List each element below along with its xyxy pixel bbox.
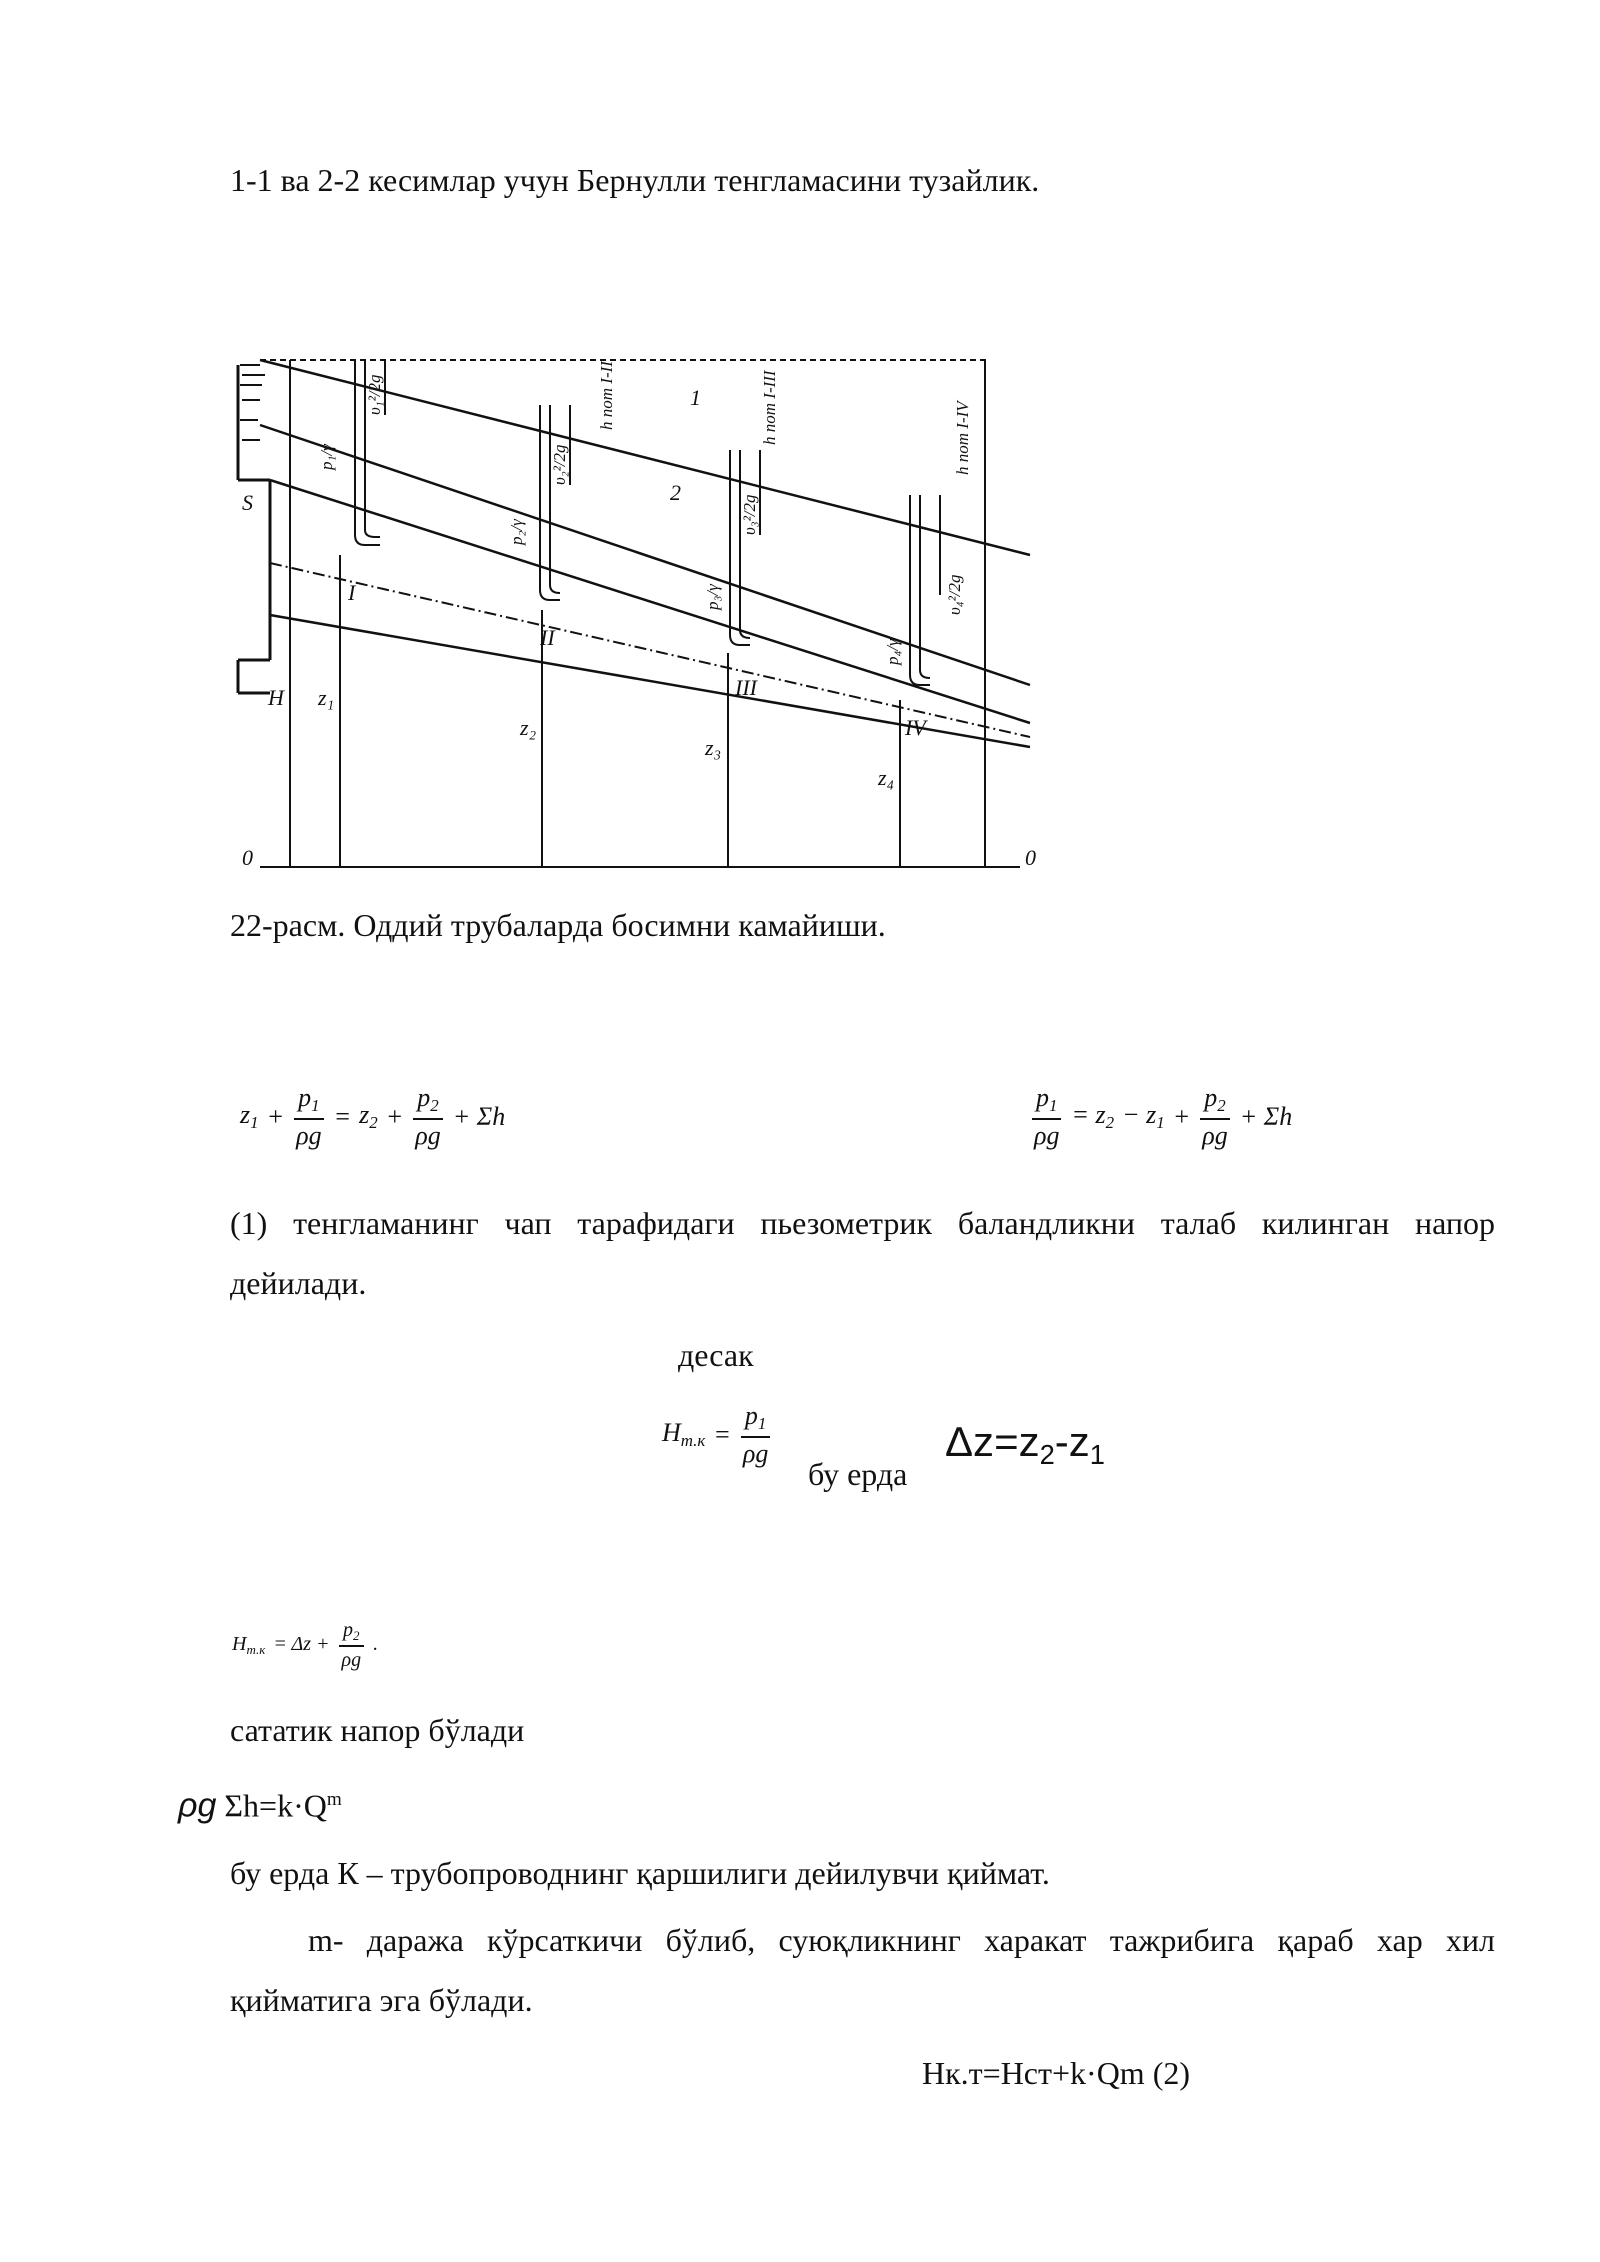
pipe-axis (270, 563, 1030, 737)
label-line-1: 1 (690, 385, 701, 410)
desak-text: десак (678, 1337, 754, 1373)
label-sec-II: II (540, 625, 555, 650)
label-sec-IV: IV (905, 715, 926, 740)
label-sec-I: I (348, 580, 356, 605)
p1-over-rhog-2: $\frac{p_1}{\rho g}$ (1034, 1083, 1060, 1150)
bernoulli-equation: $z_1$ + $\frac{p_1}{\rho g}$ = $z_2$ + $\frac{p_2}{\rho g}$ + Σh (240, 1083, 506, 1150)
pressure-drop-figure (230, 345, 1060, 895)
static-head-equation: $H_{т.к}$ = Δz + $\frac{p_2}{\rho g}$ . (232, 1619, 379, 1671)
bu-erda-text: бу ерда (808, 1456, 908, 1492)
m-definition: m- даража кўрсаткичи бўлиб, суюқликнинг харакат тажрибига қараб хар хил қийматига эга бўлади. (230, 1922, 1495, 2018)
p2-over-rhog-4: $\frac{p_2}{\rho g}$ (338, 1620, 366, 1670)
label-S: S (242, 490, 253, 515)
label-h13: h пот I-III (760, 370, 779, 445)
k-definition: бу ерда К – трубопроводнинг қаршилиги дейилувчи қиймат. (230, 1855, 1050, 1891)
p1-over-rhog-3: $\frac{p_1}{\rho g}$ (742, 1401, 769, 1468)
delta-z-equation: $\Delta z=z_2-z_1$ (945, 1418, 1105, 1471)
sum-losses-equation: ρg $\Sigma h=k\cdot Q^m$ (178, 1786, 342, 1825)
final-equation: Нк.т=Нст+k·Qm (2) (922, 2055, 1190, 2091)
label-line-2: 2 (670, 480, 681, 505)
label-zero-left: 0 (242, 845, 253, 870)
label-sec-III: III (735, 675, 757, 700)
label-p2: p₂/γ (507, 519, 526, 545)
figure-caption: 22-расм. Оддий трубаларда босимни камайиши. (230, 907, 886, 943)
piezometric-line-2 (260, 425, 1030, 685)
paragraph-required-head: (1) тенгламанинг чап тарафидаги пьезометрик баландликни талаб килинган напор дейилади. (230, 1205, 1495, 1301)
intro-text: 1-1 ва 2-2 кесимлар учун Бернулли тенгламасини тузайлик. (230, 162, 1040, 198)
label-p4: p₄/γ (883, 639, 902, 665)
label-v1: υ₁²/2g (365, 374, 384, 415)
label-v4: υ₄²/2g (945, 574, 964, 615)
static-head-text: сататик напор бўлади (230, 1712, 525, 1748)
label-z2: z₂ (520, 715, 537, 740)
label-H: H (268, 685, 284, 710)
p2-over-rhog-2: $\frac{p_2}{\rho g}$ (1202, 1083, 1228, 1150)
label-z4: z₄ (878, 765, 895, 790)
label-v3: υ₃²/2g (740, 494, 759, 535)
p1-over-rhog: $\frac{p_1}{\rho g}$ (296, 1083, 322, 1150)
label-z3: z₃ (705, 735, 722, 760)
label-h14: h пот I-IV (953, 401, 972, 475)
label-h12: h пот I-II (597, 361, 616, 430)
pipe-top-wall (270, 480, 1030, 723)
label-zero-right: 0 (1025, 845, 1036, 870)
required-head-equation: $\frac{p_1}{\rho g}$ = $z_2$ − $z_1$ + $\frac{p_2}{\rho g}$ + Σh (1030, 1085, 1292, 1149)
label-p3: p₃/γ (703, 584, 722, 610)
label-v2: υ₂²/2g (550, 444, 569, 485)
label-z1: z₁ (318, 685, 335, 710)
label-p1: p₁/γ (317, 444, 336, 470)
pipeline-diagram (230, 345, 1060, 895)
head-equation: $H_{т.к}$ = $\frac{p_1}{\rho g}$ (662, 1403, 772, 1467)
p2-over-rhog: $\frac{p_2}{\rho g}$ (415, 1083, 441, 1150)
